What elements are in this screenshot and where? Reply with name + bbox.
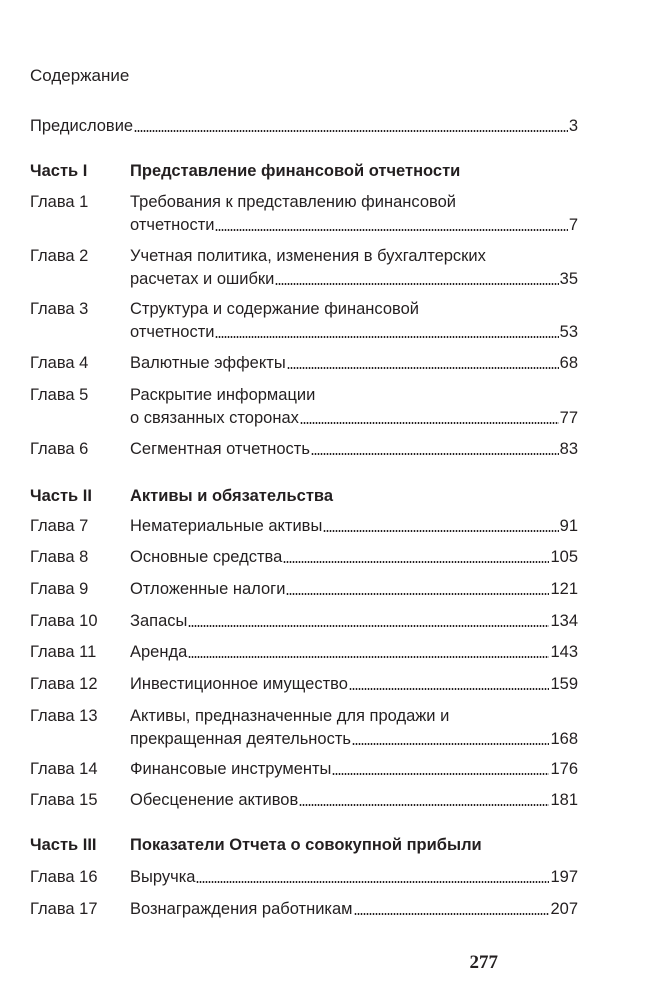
leader-dots <box>286 593 549 595</box>
leader-dots <box>349 688 550 690</box>
chapter-label: Глава 16 <box>30 868 98 886</box>
part-title: Активы и обязательства <box>130 487 334 505</box>
chapter-title-line: Учетная политика, изменения в бухгалтерских <box>130 247 486 265</box>
chapter-page: 91 <box>559 517 578 535</box>
chapter-page: 53 <box>559 323 578 341</box>
toc-page <box>30 0 578 1000</box>
chapter-page: 143 <box>550 643 578 661</box>
chapter-title-line: отчетности <box>130 216 215 234</box>
chapter-page: 7 <box>568 216 578 234</box>
chapter-label: Глава 3 <box>30 300 89 318</box>
leader-dots <box>323 530 558 532</box>
chapter-title-line: прекращенная деятельность <box>130 730 352 748</box>
toc-title: Содержание <box>30 66 130 85</box>
leader-dots <box>188 656 549 658</box>
leader-dots <box>352 743 549 745</box>
chapter-page: 35 <box>559 270 578 288</box>
chapter-title-line: Запасы <box>130 612 188 630</box>
leader-dots <box>354 913 550 915</box>
chapter-label: Глава 6 <box>30 440 89 458</box>
part-title: Представление финансовой отчетности <box>130 162 461 180</box>
chapter-title-line: Нематериальные активы <box>130 517 323 535</box>
chapter-label: Глава 12 <box>30 675 98 693</box>
chapter-title-line: о связанных сторонах <box>130 409 299 427</box>
leader-dots <box>196 881 549 883</box>
leader-dots <box>299 804 549 806</box>
chapter-label: Глава 9 <box>30 580 89 598</box>
chapter-title-line: Финансовые инструменты <box>130 760 332 778</box>
part-label: Часть III <box>30 836 97 854</box>
chapter-title-line: Основные средства <box>130 548 283 566</box>
chapter-page: 181 <box>550 791 578 809</box>
chapter-page: 77 <box>559 409 578 427</box>
chapter-title-line: Требования к представлению финансовой <box>130 193 456 211</box>
leader-dots <box>188 625 549 627</box>
chapter-title-line: Выручка <box>130 868 196 886</box>
chapter-title-line: Раскрытие информации <box>130 386 316 404</box>
chapter-title-line: Вознаграждения работникам <box>130 900 353 918</box>
chapter-label: Глава 17 <box>30 900 98 918</box>
chapter-title-line: Структура и содержание финансовой <box>130 300 419 318</box>
leader-dots <box>332 773 549 775</box>
chapter-label: Глава 8 <box>30 548 89 566</box>
chapter-title-line: Сегментная отчетность <box>130 440 310 458</box>
leader-dots <box>287 367 559 369</box>
preface-page: 3 <box>568 117 578 135</box>
chapter-page: 168 <box>550 730 578 748</box>
chapter-page: 83 <box>559 440 578 458</box>
chapter-page: 68 <box>559 354 578 372</box>
chapter-label: Глава 13 <box>30 707 98 725</box>
preface-title: Предисловие <box>30 117 134 135</box>
chapter-label: Глава 1 <box>30 193 89 211</box>
chapter-page: 159 <box>550 675 578 693</box>
part-label: Часть I <box>30 162 88 180</box>
leader-dots <box>134 130 568 132</box>
chapter-title-line: отчетности <box>130 323 215 341</box>
leader-dots <box>215 336 558 338</box>
chapter-page: 134 <box>550 612 578 630</box>
chapter-page: 207 <box>550 900 578 918</box>
chapter-label: Глава 14 <box>30 760 98 778</box>
chapter-label: Глава 10 <box>30 612 98 630</box>
chapter-label: Глава 5 <box>30 386 89 404</box>
chapter-page: 197 <box>550 868 578 886</box>
leader-dots <box>311 453 559 455</box>
chapter-title-line: Отложенные налоги <box>130 580 286 598</box>
chapter-label: Глава 11 <box>30 643 97 661</box>
page-number: 277 <box>469 952 498 973</box>
chapter-title-line: Валютные эффекты <box>130 354 286 372</box>
leader-dots <box>300 422 559 424</box>
chapter-page: 176 <box>550 760 578 778</box>
part-title: Показатели Отчета о совокупной прибыли <box>130 836 482 854</box>
chapter-title-line: Аренда <box>130 643 188 661</box>
leader-dots <box>283 561 549 563</box>
chapter-label: Глава 7 <box>30 517 89 535</box>
chapter-label: Глава 15 <box>30 791 98 809</box>
leader-dots <box>275 283 558 285</box>
chapter-label: Глава 4 <box>30 354 89 372</box>
part-label: Часть II <box>30 487 92 505</box>
chapter-title-line: Инвестиционное имущество <box>130 675 348 693</box>
chapter-title-line: Обесценение активов <box>130 791 299 809</box>
chapter-page: 105 <box>550 548 578 566</box>
chapter-page: 121 <box>550 580 578 598</box>
leader-dots <box>215 229 567 231</box>
chapter-title-line: расчетах и ошибки <box>130 270 275 288</box>
chapter-label: Глава 2 <box>30 247 89 265</box>
chapter-title-line: Активы, предназначенные для продажи и <box>130 707 450 725</box>
